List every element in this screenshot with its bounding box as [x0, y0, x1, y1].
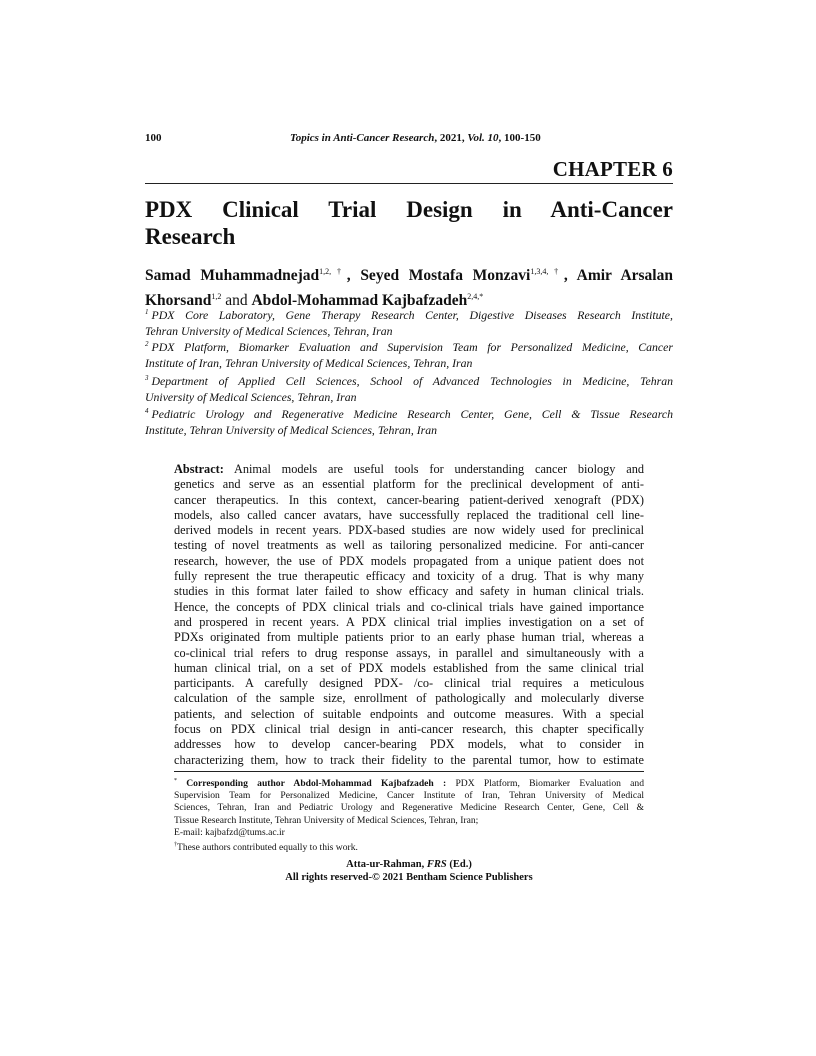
running-head [145, 132, 673, 148]
author-name: Seyed Mostafa Monzavi [360, 267, 531, 284]
journal-citation [290, 132, 541, 144]
editor-line: Atta-ur-Rahman, FRS (Ed.) [346, 859, 472, 870]
author-affil: 1,3,4,† [530, 267, 564, 276]
author-name: Abdol-Mohammad Kajbafzadeh [251, 292, 468, 309]
authors-line-2: Khorsand$^{1,2}$ and Abdol-Mohammad Kajbafzadeh$^{2,4,*}$ [145, 292, 484, 309]
affiliation: $^4$ Pediatric Urology and Regenerative Medicine Research Center, Gene, Cell & Tissue Research Institute, Tehran University of Medical Sciences, Tehran, Iran [145, 407, 673, 437]
author-affil: 2,4,* [467, 292, 484, 301]
footnote-divider [174, 771, 644, 772]
corresponding-email: E-mail: kajbafzd@tums.ac.ir [174, 826, 285, 838]
title-line-1: PDX Clinical Trial Design in Anti-Cancer [145, 197, 673, 222]
journal-pages: , 100-150 [498, 132, 541, 144]
author-list [145, 261, 673, 311]
copyright-line: All rights reserved-© 2021 Bentham Science Publishers [285, 872, 533, 883]
affiliation: $^1$ PDX Core Laboratory, Gene Therapy Research Center, Digestive Diseases Research Institute, Tehran University of Medical Sciences, Tehran, Iran [145, 308, 673, 338]
journal-volume: Vol. 10 [467, 132, 499, 144]
footnote: * Corresponding author Abdol-Mohammad Kajbafzadeh : PDX Platform, Biomarker Evaluation and Supervision Team for Personalized Medicine, Cancer Institute of Iran, Tehran University of Medical Sciences, Tehran, Iran and Pediatric Urology and Regenerative Medicine Research Center, Gene, Cell & Tissue Research Institute, Tehran University of Medical Sciences, Tehran, Iran; E-mail: kajbafzd@tums.ac.ir †These authors contributed equally to this work. [174, 778, 645, 854]
publisher-block [145, 858, 673, 884]
author-name: Samad Muhammadnejad [145, 267, 320, 284]
paper-title [145, 196, 673, 250]
affiliation: $^3$ Department of Applied Cell Sciences, School of Advanced Technologies in Medicine, Tehran University of Medical Sciences, Tehran, Iran [145, 374, 673, 404]
page-number: 100 [145, 132, 162, 144]
journal-year: , 2021, [434, 132, 468, 144]
chapter-label: CHAPTER 6 [552, 157, 673, 181]
author-affil: 1,2 [211, 292, 222, 301]
affiliation: $^2$ PDX Platform, Biomarker Evaluation and Supervision Team for Personalized Medicine, Cancer Institute of Iran, Tehran University of Medical Sciences, Tehran, Iran [145, 340, 673, 370]
author-affil: 1,2,† [319, 267, 347, 276]
authors-line-1: Samad Muhammadnejad$^{1,2,\dagger}$, Seyed Mostafa Monzavi$^{1,3,4,\dagger}$, Amir Arsalan [145, 267, 673, 284]
abstract: Abstract: Animal models are useful tools for understanding cancer biology and genetics and serve as an essential platform for the preclinical development of anti- cancer therapeutics. In this context, cancer-bearing patient-derived xenograft (PDX) models, also called cancer avatars, have successfully replaced the traditional cell line- derived models in recent years. PDX-based studies are now widely used for preclinical testing of novel treatments as well as tailoring personalized medicine. For anti-cancer research, however, the use of PDX models propagated from a unique patient does not fully represent the true therapeutic efficacy and toxicity of a drug. That is why many studies in this format later failed to show efficacy and safety in human clinical trials. Hence, the concepts of PDX clinical trials and co-clinical trials have gained importance and prospered in recent years. A PDX clinical trial implies investigation on a set of PDXs originated from multiple patients prior to an early phase human trial, whereas a co-clinical trial refers to drug response assays, in parallel and simultaneously with a human clinical trial, on a set of PDX models established from the same clinical trial participants. A carefully designed PDX- /co- clinical trial requires a meticulous calculation of the sample size, enrollment of pathologically and molecularly diverse patients, and selection of suitable endpoints and outcome measures. With a special focus on PDX clinical trial design in anti-cancer research, this chapter specifically addresses how to develop cancer-bearing PDX models, what to consider in characterizing them, how to track their fidelity to the parental tumor, how to estimate [174, 462, 644, 767]
abstract-label: Abstract: [174, 462, 224, 476]
title-line-2: Research [145, 224, 236, 249]
journal-name: Topics in Anti-Cancer Research [290, 132, 435, 144]
corresponding-author-label: Corresponding author Abdol-Mohammad Kajbafzadeh : [186, 778, 447, 789]
chapter-divider [145, 183, 673, 184]
